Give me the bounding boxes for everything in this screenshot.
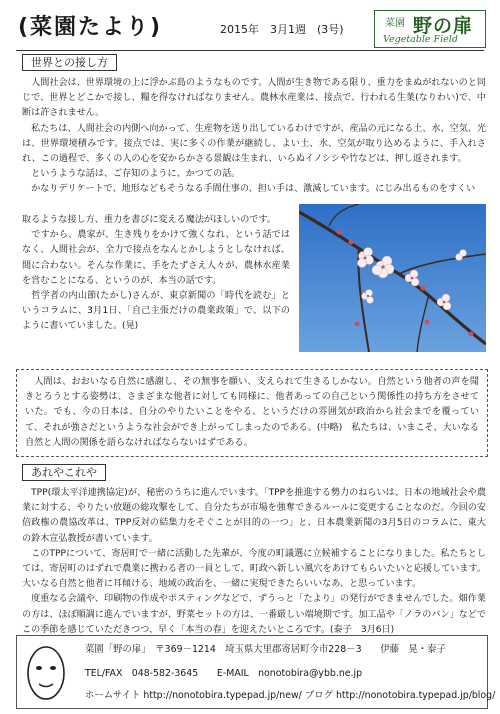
header [16, 10, 484, 48]
paragraph: 人間社会は、世界環境の上に浮かぶ島のようなものです。人間が生き物である限り、重力をまぬがれないのと同じで、世界とどこかで接し、糧を得なければなりません。農林水産業は、接点で、行われる生業(なりわい)で、中断は許されません。 [22, 78, 486, 119]
masthead-title: (菜園たより) [18, 15, 163, 40]
paragraph: TPP(環太平洋連携協定)が、秘密のうちに進んでいます。「TPPを推進する勢力のねらいは、日本の地域社会や農業に対する、やりたい放題の総攻撃をして、自分たちが市場を強奪できるルールに変更することなのだ。今回の安倍政権の農協改革は、TPP反対の結集力をそぐことが目的の一つ」と、日本農業新聞の3月5日のコラムに、東大の鈴木宣弘教授が書いています。 [22, 488, 486, 544]
plum-blossom-photo [299, 204, 486, 352]
homepage-label: ホームサイト [85, 690, 141, 701]
section2-body [22, 486, 486, 638]
brand-logo [374, 10, 486, 48]
paragraph: 私たちは、人間社会の内側へ向かって、生産物を送り出しているわけですが、産品の元になる土、水、空気、光は、世界環境積みです。接点では、実に多くの作業が継続し、よい土、水、空気が取り込めるように、手入れされ、この過程で、多くの人の心を安からかさる景観は生まれ、いらぬイノシシや竹などは、押し返されます。 [22, 123, 486, 165]
paragraph: このTPPについて、寄居町で一緒に活動した先輩が、今度の町議選に立候補することになりました。私たちとしては、寄居町のはずれで農業に携わる者の一員として、町政へ新しい風穴をあけてもらいたいと応援しています。大いなる自然と他者に耳傾ける、地域の政治を、一緒に実現できたらいいなあ、と思っています。 [22, 548, 486, 590]
blog-link[interactable]: http://nonotobira.typepad.jp/blog/ [335, 690, 496, 701]
logo-english-text: Vegetable Field [383, 34, 458, 45]
paragraph: かなりデリケートで、地形などもそうなる手間仕事の、担い手は、激減しています。にじみ出るものをすくい [22, 184, 476, 195]
paragraph: 度重なる会議や、印刷物の作成やポスティングなどで、ずうっと「たより」の発行ができませんでした。畑作業の方は、ほぼ順調に進んでいますが、野菜セットの方は、一番厳しい端境期です。加工品や「ノラのパン」などでこの季節を感じていただきつつ、早く「本当の春」を迎えたいところです。(泰子 3月6日) [22, 594, 486, 635]
paragraph: 人間は、おおいなる自然に感謝し、その無事を願い、支えられて生きるしかない。自然という他者の声を聞きとろうとする姿勢は、さまざまな他者に対しても同様に、他者あっての自己という関係性の持ち方をさせていた。でも、今の日本は、自分のやりたいことをやる、というだけの雰囲気が政治から社会までを覆っていて、それが強さだというような社会ができ上がってしまったのである。(中略) 私たちは、いまこそ、大いなる自然と人間の関係を語らなければならないはずである。 [25, 377, 479, 448]
logo-main-text: 野の扉 [413, 15, 474, 37]
face-logo-icon [25, 644, 67, 702]
paragraph: 取るような接し方、重力を書びに変える魔法がほしいのです。 [22, 215, 276, 225]
logo-small-text: 菜園 [385, 18, 405, 29]
issue-info: 2015年 3月1週 (3号) [220, 23, 344, 36]
section-title-misc: あれやこれや [22, 464, 106, 481]
blog-label: ブログ [304, 690, 333, 701]
paragraph: ですから、農家が、生き残りをかけて強くなれ、という話ではなく、人間社会が、全力で接点をなんとかしようとしなければ、間に合わない。そんな作業に、手をたずさえ人々が、農林水産業を営むことになる、というのが、本当の話です。 [22, 230, 290, 286]
header-divider [16, 50, 484, 51]
plum-blossom-image [299, 204, 486, 352]
paragraph: 哲学者の内山節(たかし)さんが、東京新聞の「時代を読む」というコラムに、3月1日、「自己主張だけの農業政策」で、以下のように書いていました。(晃) [22, 291, 290, 332]
section1-body-full [22, 76, 486, 198]
quote-text [25, 375, 479, 451]
section1-body-narrow [22, 213, 290, 335]
footer-phone-email: TEL/FAX 048-582-3645 E-MAIL nonotobira@ybb.ne.jp [85, 668, 363, 679]
footer-contact-box [16, 635, 496, 709]
quote-box [16, 369, 488, 457]
footer-web [85, 689, 495, 702]
homepage-link[interactable]: http://nonotobira.typepad.jp/new/ [143, 690, 302, 701]
section-title-world: 世界との接し方 [22, 54, 117, 71]
paragraph: というような話は、ご存知のように、かつての話。 [22, 169, 241, 180]
footer-address: 菜園「野の扉」 〒369－1214 埼玉県大里郡寄居町今市228－3 伊藤 晃・泰子 [85, 644, 446, 655]
